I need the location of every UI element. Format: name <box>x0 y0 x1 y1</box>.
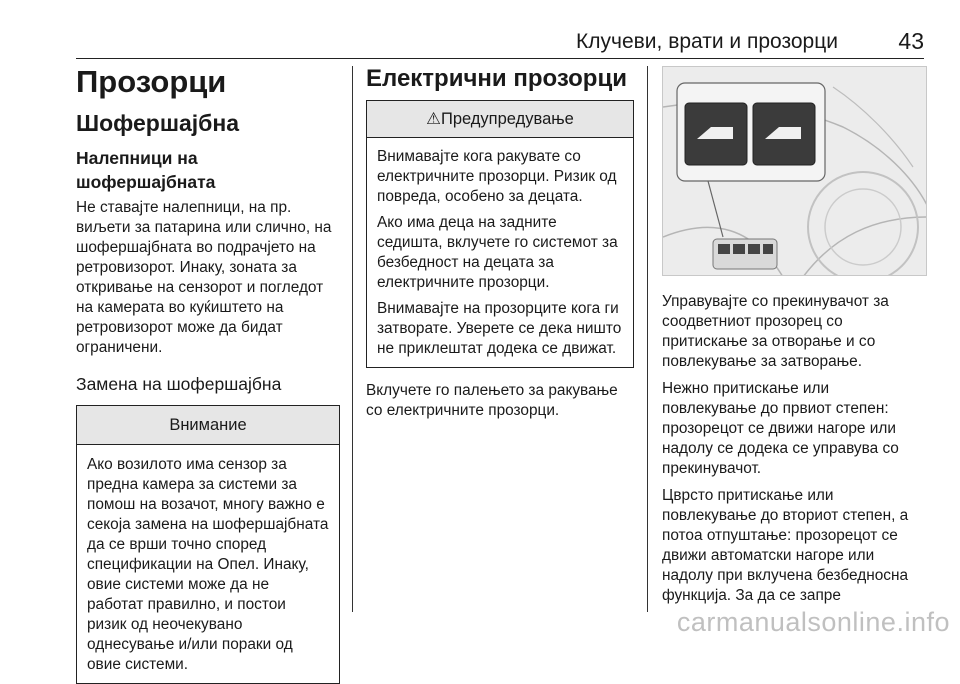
paragraph: Управувајте со прекинувачот за соодветниот прозорец со притискање за отворање и со повлекување за затворање. <box>662 293 889 370</box>
notice-title: Внимание <box>77 406 339 445</box>
notice-box <box>76 405 340 684</box>
column-divider <box>647 66 648 612</box>
running-title: Клучеви, врати и прозорци <box>576 30 838 53</box>
section-title: Електрични прозорци <box>366 65 627 92</box>
page-number: 43 <box>898 28 924 54</box>
paragraph: Цврсто притискање или повлекување до вториот степен, а потоа отпуштање: прозорецот се движи автоматски нагоре или надолу при вклучена безбедносна функција. За да се запре <box>662 487 909 604</box>
warning-title: Предупредување <box>440 110 574 128</box>
warning-icon: ⚠ <box>426 110 441 128</box>
column-left <box>76 60 340 684</box>
column-right <box>662 66 927 606</box>
warning-box <box>366 100 634 368</box>
warning-paragraph: Внимавајте кога ракувате со електричните прозорци. Ризик од повреда, особено за децата. <box>377 148 617 205</box>
page-header <box>76 24 924 59</box>
paragraph: Нежно притискање или повлекување до првиот степен: прозорецот се движи нагоре или надолу се додека се управува со прекинувачот. <box>662 380 899 477</box>
paragraph: Вклучете го палењето за ракување со електричните прозорци. <box>366 382 618 419</box>
notice-text: Ако возилото има сензор за предна камера за системи за помош на возачот, многу важно е секоја замена на шофершајбната да се врши точно според спецификации на Опел. Инаку, овие системи може да не работат правилно, и постои ризик од неочекувано однесување и/или пораки од овие системи. <box>87 456 329 673</box>
watermark: carmanualsonline.info <box>676 607 950 637</box>
page-title: Прозорци <box>76 64 227 99</box>
paragraph: Не ставајте налепници, на пр. виљети за патарина или слично, на шофершајбната во подрачјето на ретровизорот. Инаку, зоната за откривање на сензорот и погледот на камерата во куќиштето на ретровизорот може да бидат ограничени. <box>76 199 332 356</box>
column-divider <box>352 66 353 612</box>
section-title: Шофершајбна <box>76 110 240 136</box>
warning-paragraph: Внимавајте на прозорците кога ги затворате. Уверете се дека ништо не приклештат додека се движат. <box>377 300 622 357</box>
subsection-heading: Замена на шофершајбна <box>76 374 282 394</box>
warning-paragraph: Ако има деца на задните седишта, вклучете го системот за безбедност на децата за електричните прозорци. <box>377 214 618 291</box>
window-switch-panel-icon <box>662 66 927 276</box>
subsection-heading: Налепници на шофершајбната <box>76 148 216 192</box>
illustration-drawing <box>663 67 927 276</box>
warning-header <box>367 101 633 138</box>
column-middle <box>366 60 634 421</box>
